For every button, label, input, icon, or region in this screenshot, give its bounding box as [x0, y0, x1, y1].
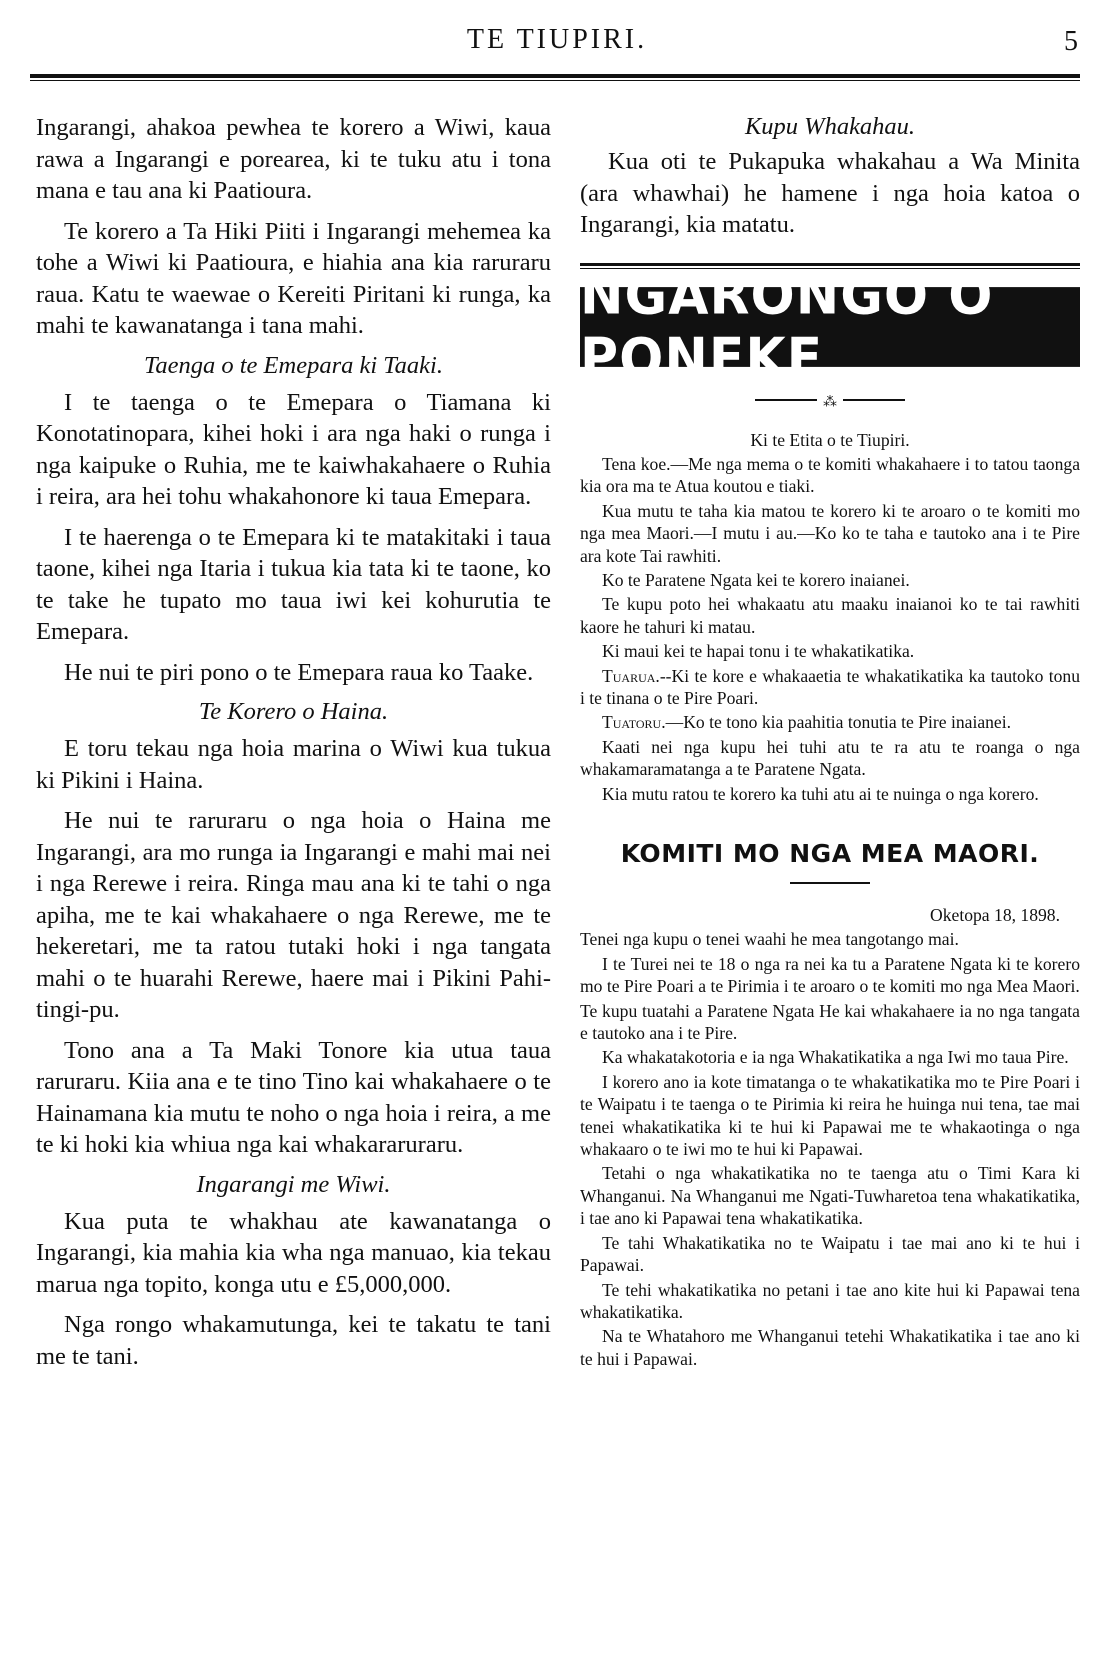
- paragraph: Ka whakatakotoria e ia nga Whakatikatika a nga Iwi mo taua Pire.: [602, 1047, 1069, 1068]
- paragraph: Kaati nei nga kupu hei tuhi atu te ra atu te roanga o nga whakamaramatanga a te Paratene Ngata.: [580, 736, 1080, 780]
- header-rule: [30, 74, 1080, 81]
- paragraph: He nui te piri pono o te Emepara raua ko Taake.: [64, 658, 534, 686]
- subheading: Ingarangi me Wiwi.: [196, 1170, 391, 1198]
- section-masthead: NGARONGO O PONEKE: [580, 287, 1080, 367]
- section-heading: KOMITI MO NGA MEA MAORI.: [620, 839, 1040, 868]
- paragraph: Te tahi Whakatikatika no te Waipatu i tae mai ano ki te hui i Papawai.: [580, 1232, 1080, 1276]
- paragraph: Nga rongo whakamutunga, kei te takatu te tani me te tani.: [36, 1311, 551, 1370]
- salutation: Ki te Etita o te Tiupiri.: [750, 429, 910, 450]
- paragraph-text: --Ki te kore e whakaaetia te whakatikatika ka tautoko tonu i te tinana o te Pire Poari.: [580, 665, 1080, 708]
- newspaper-title: TE TIUPIRI.: [466, 24, 648, 55]
- paragraph: [580, 665, 1080, 710]
- page-header: [0, 20, 1114, 64]
- committee-report: [580, 904, 1080, 1370]
- paragraph-text: —Ko te tono kia paahitia tonutia te Pire inaianei.: [665, 712, 1012, 733]
- paragraph: Tetahi o nga whakatikatika no te taenga atu o Timi Kara ki Whanganui. Na Whanganui me Ngati-Tuwharetoa tena whakatikatika, i tae ano ki Papawai tena whakatikatika.: [580, 1163, 1080, 1229]
- paragraph: I te haerenga o te Emepara ki te matakitaki i taua taone, kihei nga Itaria i tukua kia tata ki te taone, ko te take he tupato mo taua iwi kei kohurutia te Emepara.: [36, 523, 551, 645]
- paragraph: I korero ano ia kote timatanga o te whakatikatika mo te Pire Poari i te Waipatu i te taenga o te Pirimia ki reira he huinga nui tena, tae mai tenei whakatikatika ki te hui ki Papawai me te whakaotinga o nga whakaaro o te iwi mo te hui ki Papawai.: [580, 1071, 1080, 1160]
- paragraph: Kia mutu ratou te korero ka tuhi atu ai te nuinga o nga korero.: [602, 783, 1039, 804]
- paragraph: Te kupu poto hei whakaatu atu maaku inaianoi ko te tai rawhiti kaore he tahuri ki matau.: [580, 594, 1080, 637]
- letter-block: [580, 429, 1080, 806]
- paragraph-label: Tuatoru.: [602, 712, 666, 733]
- subheading: Taenga o te Emepara ki Taaki.: [144, 351, 443, 379]
- paragraph: Kua puta te whakhau ate kawanatanga o Ingarangi, kia mahia kia wha nga manuao, kia tekau marua nga topito, konga utu e £5,000,000.: [36, 1207, 551, 1298]
- paragraph: Te tehi whakatikatika no petani i tae ano kite hui ki Papawai tena whakatikatika.: [580, 1279, 1080, 1322]
- paragraph: Te korero a Ta Hiki Piiti i Ingarangi mehemea ka tohe a Wiwi ki Paatioura, e hiahia ana kia raruraru raua. Katu te waewae o Kereiti Piritani ki runga, ka mahi te kawanatanga i tana mahi.: [36, 217, 551, 339]
- notice-block: [580, 112, 1080, 241]
- left-column: [36, 112, 551, 1381]
- paragraph: Ko te Paratene Ngata kei te korero inaianei.: [602, 569, 910, 590]
- paragraph: Na te Whatahoro me Whanganui tetehi Whakatikatika i tae ano ki te hui i Papawai.: [580, 1326, 1080, 1369]
- paragraph: E toru tekau nga hoia marina o Wiwi kua tukua ki Pikini i Haina.: [36, 735, 551, 794]
- page-number: 5: [1064, 26, 1078, 57]
- right-column: [580, 112, 1080, 1372]
- paragraph: I te Turei nei te 18 o nga ra nei ka tu a Paratene Ngata ki te korero mo te Pire Poari a te Pirimia i te aroaro o te komiti mo nga Mea Maori.: [580, 953, 1080, 997]
- paragraph-label: Tuarua.: [602, 665, 660, 686]
- short-rule: [790, 882, 870, 884]
- paragraph: Tena koe.—Me nga mema o te komiti whakahaere i to tatou taonga kia ora ma te Atua koutou e tiaki.: [580, 453, 1080, 497]
- paragraph: Kua oti te Pukapuka whakahau a Wa Minita (ara whawhai) he hamene i nga hoia katoa o Ingarangi, kia matatu.: [580, 148, 1080, 238]
- subheading: Kupu Whakahau.: [744, 113, 916, 140]
- paragraph: Kua mutu te taha kia matou te korero ki te aroaro o te komiti mo nga mea Maori.—I mutu i au.—Ko ko te taha e tautoko ana i te Pire ara kote Tai rawhiti.: [580, 500, 1080, 566]
- ornament-divider: [755, 393, 905, 410]
- paragraph: Tono ana a Ta Maki Tonore kia utua taua raruraru. Kiia ana e te tino Tino kai whakahaere o te Hainamana kia mutu te noho o nga hoia i reira, a me te ki hoki kia whiua nga kai whakararuraru.: [36, 1036, 551, 1158]
- paragraph: Ingarangi, ahakoa pewhea te korero a Wiwi, kaua rawa a Ingarangi e porearea, ki te tuku atu i tona mana e tau ana ki Paatioura.: [36, 114, 551, 204]
- paragraph: He nui te raruraru o nga hoia o Haina me Ingarangi, ara mo runga ia Ingarangi e mahi mai nei i nga Rerewe i reira. Ringa mau ana ki te tahi o nga apiha, me te kai whakahaere o nga Rerewe, me te hekeretari, me ta ratou tutaki hoki i nga tangata mahi o te huarahi Rerewe, haere mai i Pikini Pahi-tingi-pu.: [36, 807, 551, 1023]
- report-date: Oketopa 18, 1898.: [930, 905, 1060, 925]
- paragraph: [580, 711, 1080, 733]
- asterism-icon: ⁂: [817, 395, 843, 410]
- paragraph: I te taenga o te Emepara o Tiamana ki Konotatinopara, kihei hoki i ara nga haki o runga i nga kaipuke o Ruhia, me te kaiwhakahaere o Ruhia i reira, ara hei tohu whakahonore ki taua Emepara.: [36, 388, 551, 510]
- subheading: Te Korero o Haina.: [198, 698, 389, 725]
- paragraph: Ki maui kei te hapai tonu i te whakatikatika.: [602, 641, 915, 662]
- paragraph: Tenei nga kupu o tenei waahi he mea tangotango mai.: [580, 929, 959, 950]
- paragraph: Te kupu tuatahi a Paratene Ngata He kai whakahaere ia no nga tangata e tautoko ana i te Pire.: [580, 1000, 1080, 1044]
